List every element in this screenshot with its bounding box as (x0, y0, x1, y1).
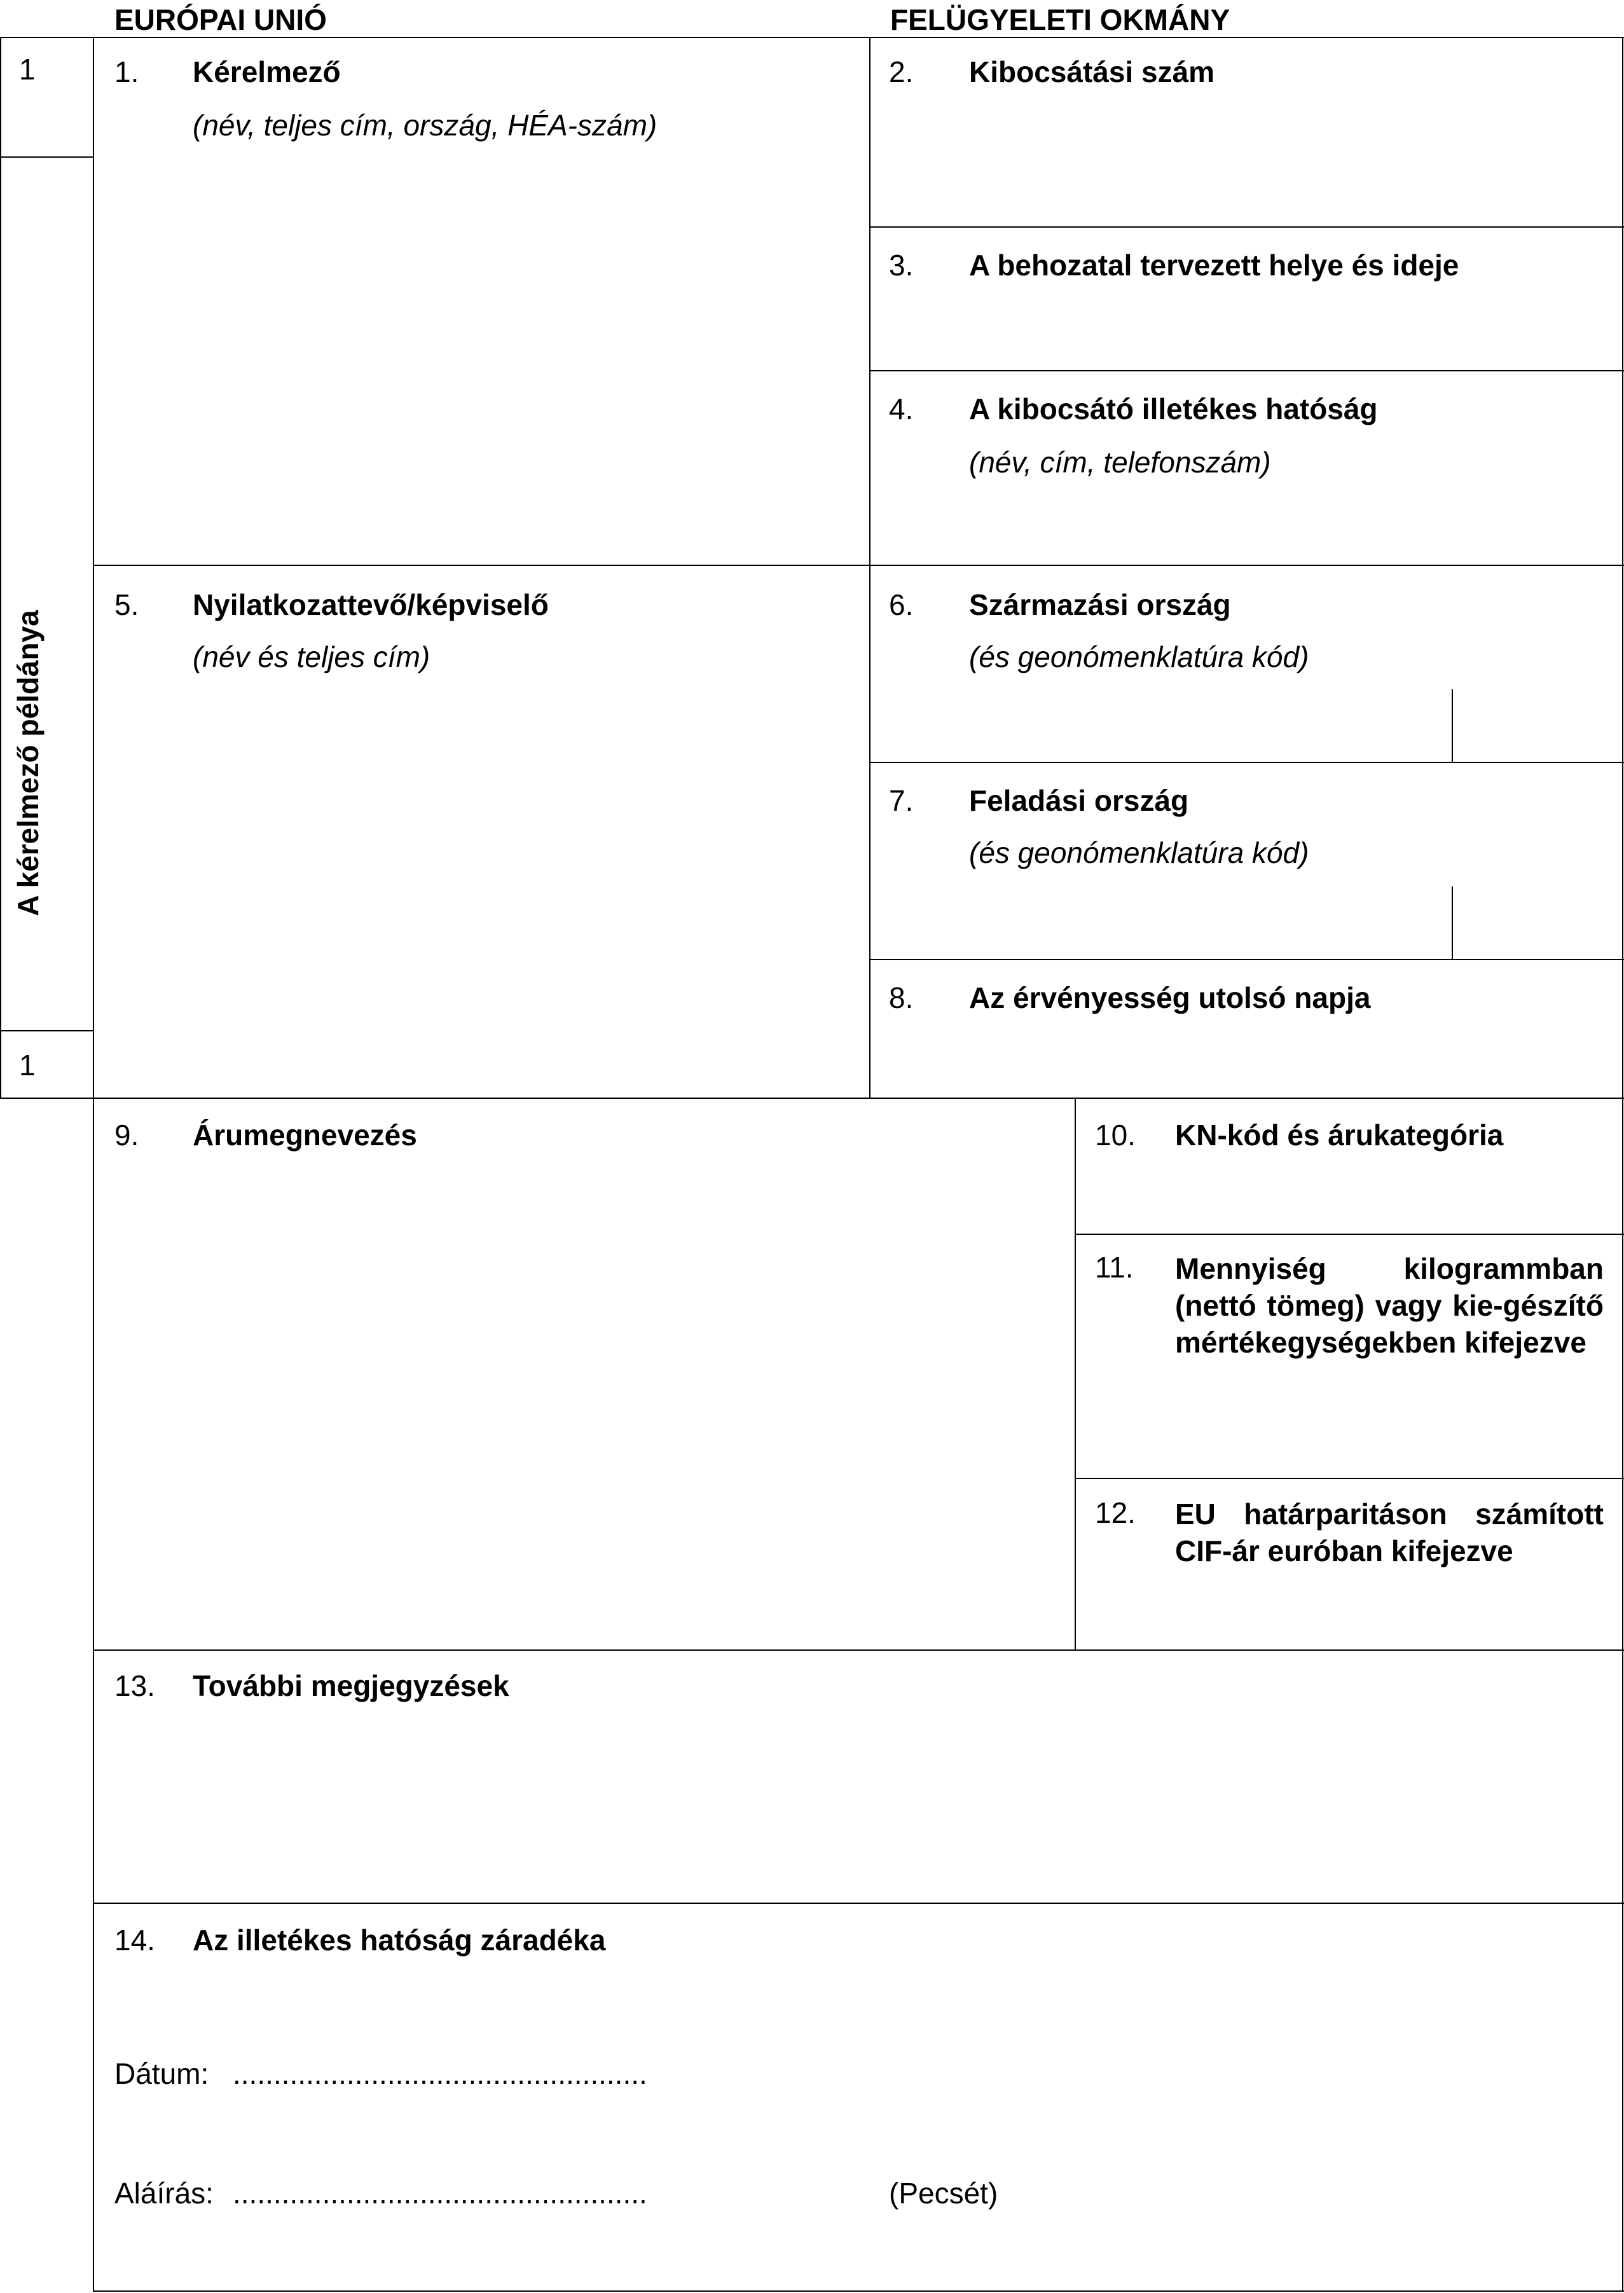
field-number: 1. (114, 55, 139, 88)
header-right-title: FELÜGYELETI OKMÁNY (890, 3, 1230, 36)
field-sublabel: (név, cím, telefonszám) (969, 446, 1271, 479)
line (0, 1030, 94, 1031)
line (1075, 1234, 1624, 1235)
field-number: 5. (114, 588, 139, 621)
field-number: 2. (889, 55, 914, 88)
field-number: 7. (889, 784, 914, 817)
stamp-label: (Pecsét) (889, 2177, 998, 2210)
field-label: A kibocsátó illetékes hatóság (969, 392, 1378, 425)
field-number: 12. (1095, 1496, 1136, 1529)
field-number: 6. (889, 588, 914, 621)
line (94, 565, 1624, 566)
field-number: 10. (1095, 1119, 1136, 1152)
date-label: Dátum: (114, 2057, 209, 2090)
line (94, 1903, 1624, 1904)
line (0, 1098, 1624, 1099)
field-number: 4. (889, 392, 914, 425)
line (870, 226, 1624, 228)
line (1075, 1478, 1624, 1479)
header-left-title: EURÓPAI UNIÓ (114, 3, 327, 36)
date-input[interactable]: ................................................... (233, 2057, 647, 2090)
line (1452, 689, 1453, 762)
field-label: A behozatal tervezett helye és ideje (969, 249, 1459, 282)
line (870, 762, 1624, 763)
line (870, 959, 1624, 960)
field-label: További megjegyzések (193, 1669, 509, 1702)
field-label: Feladási ország (969, 784, 1189, 817)
field-label: Az illetékes hatóság záradéka (193, 1924, 606, 1957)
line (869, 37, 870, 1099)
line (1075, 1098, 1076, 1649)
line (0, 37, 1, 1099)
field-label: Származási ország (969, 588, 1231, 621)
field-label: KN-kód és árukategória (1175, 1119, 1504, 1152)
field-label: Mennyiség kilogrammban (nettó tömeg) vagy kie-gészítő mértékegységekben kifejezve (1175, 1252, 1604, 1359)
field-label: Kibocsátási szám (969, 55, 1215, 88)
field-sublabel: (név és teljes cím) (193, 640, 430, 673)
line (93, 37, 94, 2292)
field-sublabel: (és geonómenklatúra kód) (969, 836, 1309, 869)
field-label: Az érvényesség utolsó napja (969, 981, 1371, 1014)
signature-input[interactable]: ................................................... (233, 2177, 647, 2210)
copy-number-top: 1 (19, 53, 36, 86)
field-label: Árumegnevezés (193, 1119, 417, 1152)
copy-label-vertical: A kérelmező példánya (11, 610, 45, 916)
field-sublabel: (név, teljes cím, ország, HÉA-szám) (193, 109, 657, 142)
field-number: 8. (889, 981, 914, 1014)
field-number: 3. (889, 249, 914, 282)
line (0, 156, 94, 158)
field-label: EU határparitáson számított CIF-ár euróban kifejezve (1175, 1498, 1604, 1567)
field-number: 11. (1095, 1251, 1134, 1284)
field-number: 9. (114, 1119, 139, 1152)
field-label: Nyilatkozattevő/képviselő (193, 588, 549, 621)
signature-label: Aláírás: (114, 2177, 214, 2210)
line (94, 2290, 1624, 2292)
line (1622, 37, 1623, 2292)
field-number: 14. (114, 1924, 155, 1957)
copy-number-bottom: 1 (19, 1049, 36, 1082)
field-label: Kérelmező (193, 55, 341, 88)
field-number: 13. (114, 1669, 155, 1702)
line (870, 370, 1624, 371)
field-sublabel: (és geonómenklatúra kód) (969, 640, 1309, 673)
line (94, 1649, 1624, 1651)
line (1452, 886, 1453, 959)
line (0, 37, 1624, 38)
